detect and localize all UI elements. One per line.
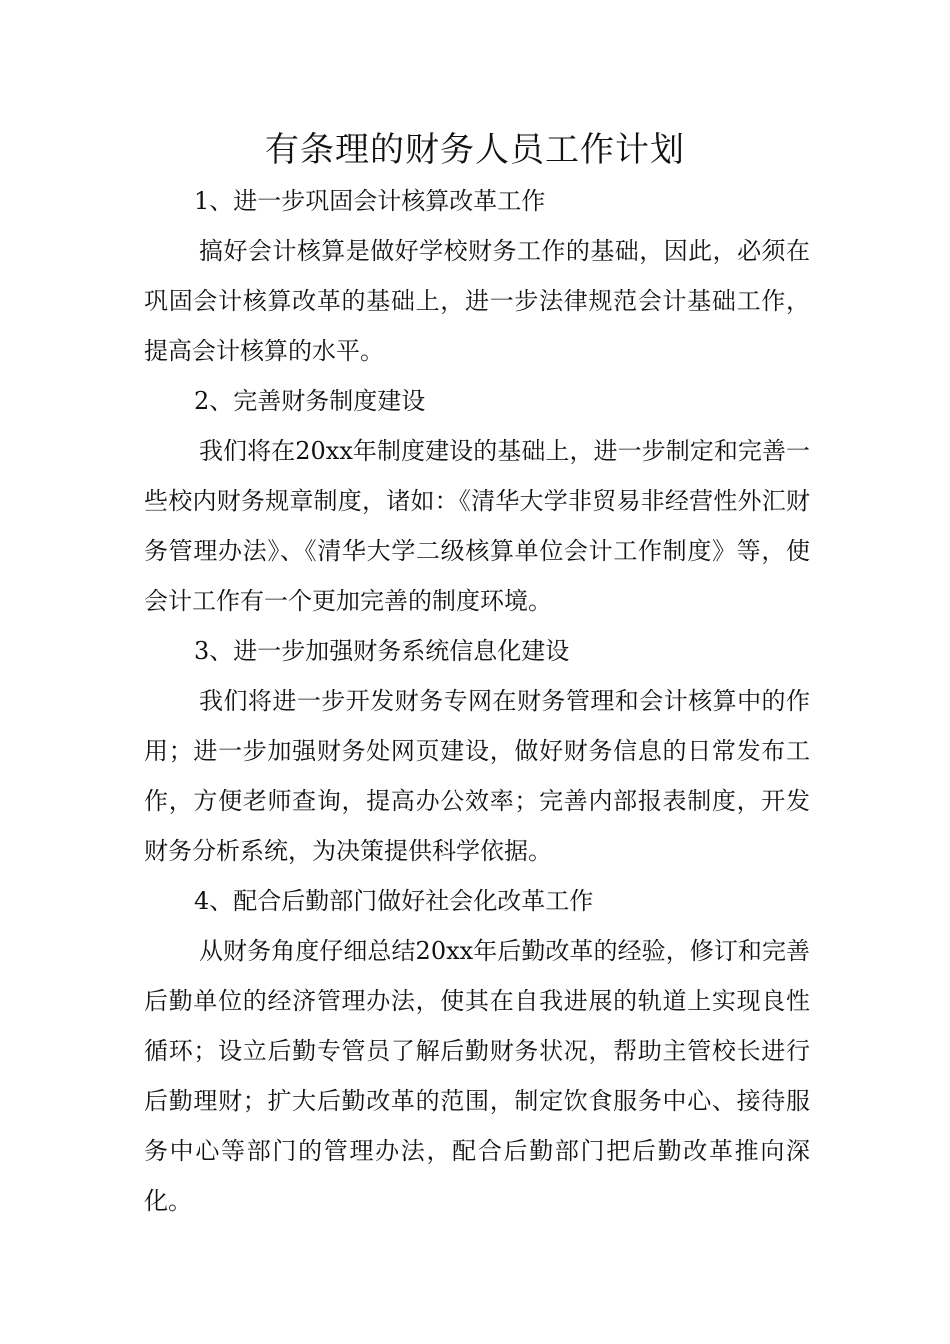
section-3 [144, 626, 810, 876]
section-paragraph: 搞好会计核算是做好学校财务工作的基础，因此，必须在巩固会计核算改革的基础上，进一步法律规范会计基础工作，提高会计核算的水平。 [144, 237, 810, 365]
section-4 [144, 876, 810, 1226]
section-heading: 4、配合后勤部门做好社会化改革工作 [194, 887, 594, 915]
section-heading: 3、进一步加强财务系统信息化建设 [194, 637, 570, 665]
section-paragraph: 从财务角度仔细总结20xx年后勤改革的经验，修订和完善后勤单位的经济管理办法，使其在自我进展的轨道上实现良性循环；设立后勤专管员了解后勤财务状况，帮助主管校长进行后勤理财；扩大后勤改革的范围，制定饮食服务中心、接待服务中心等部门的管理办法，配合后勤部门把后勤改革推向深化。 [144, 937, 810, 1215]
document-title: 有条理的财务人员工作计划 [265, 130, 685, 170]
section-paragraph: 我们将进一步开发财务专网在财务管理和会计核算中的作用；进一步加强财务处网页建设，做好财务信息的日常发布工作，方便老师查询，提高办公效率；完善内部报表制度，开发财务分析系统，为决策提供科学依据。 [144, 687, 810, 865]
section-heading: 1、进一步巩固会计核算改革工作 [194, 187, 546, 215]
section-heading: 2、完善财务制度建设 [194, 387, 426, 415]
section-paragraph: 我们将在20xx年制度建设的基础上，进一步制定和完善一些校内财务规章制度，诸如：《清华大学非贸易非经营性外汇财务管理办法》、《清华大学二级核算单位会计工作制度》等，使会计工作有一个更加完善的制度环境。 [144, 437, 810, 615]
section-2 [144, 376, 810, 626]
document-body [144, 176, 810, 1226]
section-1 [144, 176, 810, 376]
